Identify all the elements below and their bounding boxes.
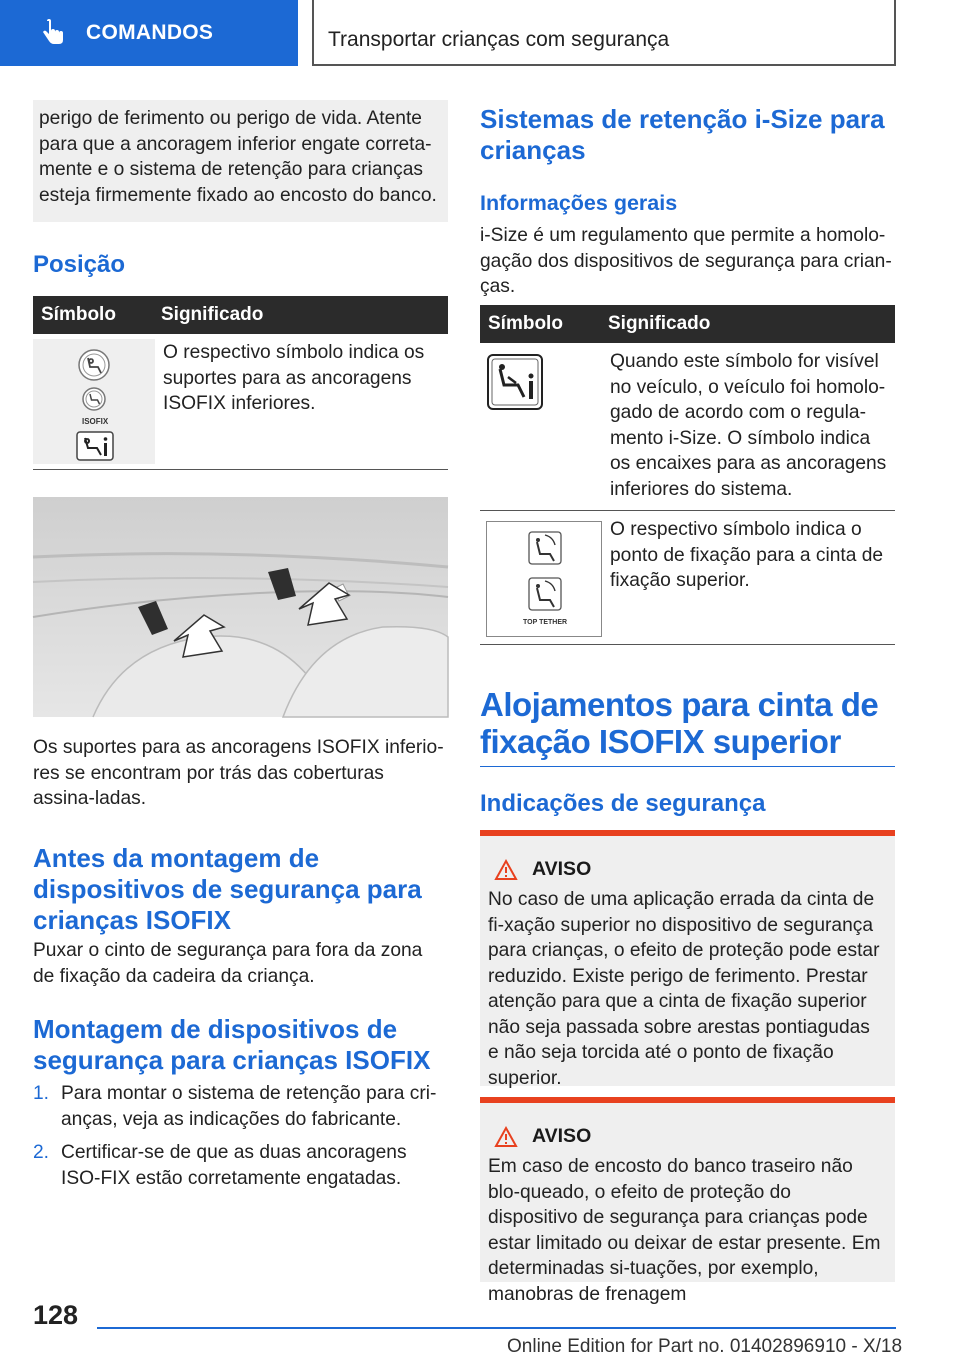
antes-text: Puxar o cinto de segurança para fora da zona de fixação da cadeira da criança. <box>33 940 423 987</box>
photo-caption: Os suportes para as ancoragens ISOFIX inferio-res se encontram por trás das coberturas assina-ladas. <box>33 737 444 809</box>
isofix-caption: ISOFIX <box>82 417 109 426</box>
col-symbol-header: Símbolo <box>41 304 116 325</box>
top-tether-symbol-cell <box>480 511 602 644</box>
warning-triangle-icon <box>494 1126 518 1148</box>
header-title-box <box>312 0 896 66</box>
isofix-symbol-table <box>33 296 448 470</box>
footer-divider <box>97 1327 896 1329</box>
posicao-heading: Posição <box>33 251 126 278</box>
isize-meaning: Quando este símbolo for visível no veículo, o veículo foi homolo-gado de acordo com o regula-mento i-Size. O símbolo indica os encaixes para as ancoragens inferiores do sistema. <box>610 351 887 500</box>
isofix-meaning: O respectivo símbolo indica os suportes para as ancoragens ISOFIX inferiores. <box>163 342 425 414</box>
montagem-heading: Montagem de dispositivos de segurança para crianças ISOFIX <box>33 1014 431 1075</box>
isize-heading: Sistemas de retenção i-Size para crianças <box>480 104 885 165</box>
footer-edition: Online Edition for Part no. 01402896910 - X/18 <box>507 1336 903 1357</box>
warning-continuation-text: perigo de ferimento ou perigo de vida. Atente para que a ancoragem inferior engate correta-mente e o sistema de retenção para crianças esteja firmemente fixado ao encosto do banco. <box>39 108 437 206</box>
col-symbol-header: Símbolo <box>488 313 563 334</box>
warning-title <box>488 1125 885 1148</box>
page-number: 128 <box>33 1300 79 1330</box>
warning-continuation-box <box>33 100 448 222</box>
alojamentos-heading: Alojamentos para cinta de fixação ISOFIX superior <box>480 686 895 767</box>
hand-pointer-icon <box>38 18 68 48</box>
page-title: Transportar crianças com segurança <box>328 28 670 51</box>
section-label: COMANDOS <box>86 21 214 44</box>
isize-symbol-icon <box>486 353 544 411</box>
col-meaning-header: Significado <box>608 313 711 334</box>
warning-text: No caso de uma aplicação errada da cinta de fi-xação superior no dispositivo de segurança para crianças, o efeito de proteção pode estar reduzido. Existe perigo de ferimento. Prestar atenção para que a cinta de fixação superior não seja passada sobre arestas pontiagudas e não seja torcida até o ponto de fixação superior. <box>488 889 880 1089</box>
warning-title-text: AVISO <box>532 858 592 880</box>
warning-triangle-icon <box>494 859 518 881</box>
rear-seat-photo <box>33 497 448 717</box>
table-header <box>33 296 448 334</box>
steps-list <box>33 1081 448 1199</box>
isize-symbol-cell <box>480 343 602 510</box>
isofix-symbol-icon <box>33 339 155 464</box>
step-text: Certificar-se de que as duas ancoragens ISO-FIX estão corretamente engatadas. <box>61 1142 407 1189</box>
table-row <box>480 343 895 511</box>
isize-symbol-table <box>480 305 895 645</box>
step-number: 2. <box>33 1142 50 1163</box>
indicacoes-heading: Indicações de segurança <box>480 790 766 817</box>
warning-text: Em caso de encosto do banco traseiro não blo-queado, o efeito de proteção do dispositivo de segurança para crianças pode estar limitado ou deixar de estar presente. Em determinadas si-tuações, por exemplo, manobras de frenagem <box>488 1156 881 1305</box>
top-tether-caption: TOP TETHER <box>523 619 568 626</box>
list-item <box>33 1081 448 1132</box>
table-row <box>480 511 895 645</box>
isofix-photo <box>33 497 448 717</box>
table-row <box>33 334 448 470</box>
info-heading: Informações gerais <box>480 191 678 215</box>
warning-box-1 <box>480 830 895 1089</box>
info-text: i-Size é um regulamento que permite a homolo-gação dos dispositivos de segurança para crian-ças. <box>480 225 892 297</box>
table-header <box>480 305 895 343</box>
step-number: 1. <box>33 1083 50 1104</box>
warning-title-text: AVISO <box>532 1125 592 1147</box>
warning-title <box>488 858 885 881</box>
step-text: Para montar o sistema de retenção para cri-anças, veja as indicações do fabricante. <box>61 1083 437 1130</box>
col-meaning-header: Significado <box>161 304 264 325</box>
antes-heading: Antes da montagem de dispositivos de segurança para crianças ISOFIX <box>33 843 422 935</box>
section-tab[interactable] <box>0 0 298 66</box>
top-tether-symbol-frame <box>486 521 602 637</box>
top-tether-meaning: O respectivo símbolo indica o ponto de fixação para a cinta de fixação superior. <box>610 519 884 591</box>
warning-box-2 <box>480 1097 895 1305</box>
isofix-symbol-cell <box>33 339 155 464</box>
list-item <box>33 1140 448 1191</box>
